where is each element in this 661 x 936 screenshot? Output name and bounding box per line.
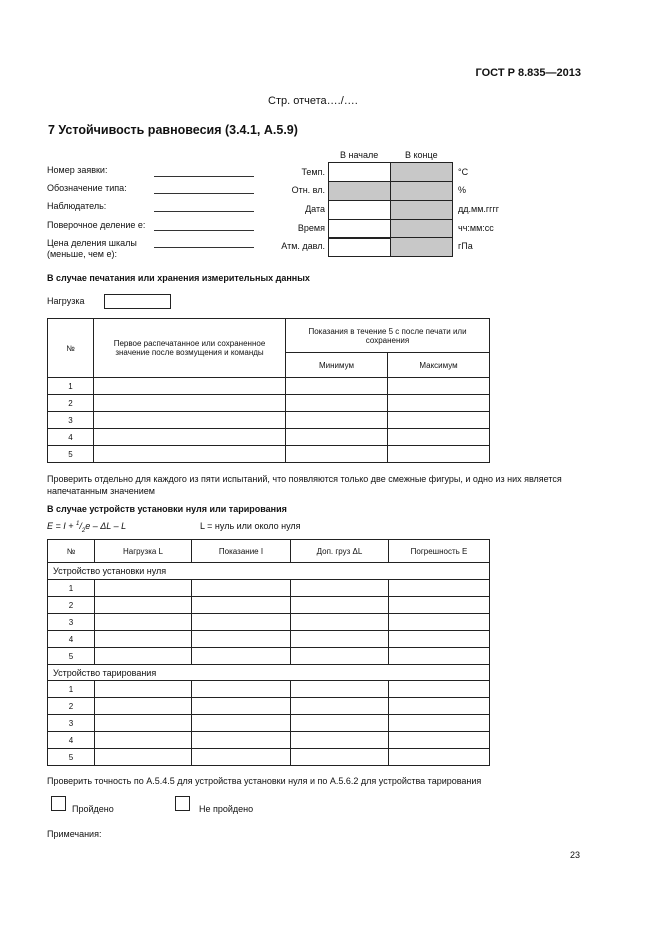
table-row (48, 698, 490, 715)
row-number: 5 (48, 749, 95, 766)
formula-sup: 1 (76, 521, 80, 527)
meas-label-time: Время (297, 223, 325, 233)
printing-col-min: Минимум (286, 353, 388, 378)
meas-unit-date: дд.мм.гггг (458, 204, 500, 214)
table-row (48, 631, 490, 648)
meas-end-date[interactable] (390, 200, 453, 220)
group-tare: Устройство тарирования (48, 665, 490, 681)
table-row (48, 681, 490, 698)
field-label-verification: Поверочное деление е: (47, 220, 146, 230)
table-row (48, 580, 490, 597)
load-input[interactable] (104, 294, 171, 309)
load-label: Нагрузка (47, 296, 85, 306)
col-start-label: В начале (340, 150, 379, 160)
row-number: 4 (48, 631, 95, 648)
meas-unit-time: чч:мм:сс (458, 223, 494, 233)
row-number: 2 (48, 597, 95, 614)
row-number: 1 (48, 681, 95, 698)
row-number: 5 (48, 446, 94, 463)
row-number: 3 (48, 412, 94, 429)
field-label-request: Номер заявки: (47, 165, 108, 175)
meas-label-humidity: Отн. вл. (291, 185, 325, 195)
row-number: 5 (48, 648, 95, 665)
table-row (48, 395, 490, 412)
printing-col-no: № (48, 319, 94, 378)
formula-note: L = нуль или около нуля (200, 521, 301, 531)
formula (47, 521, 126, 534)
row-number: 1 (48, 580, 95, 597)
table-row (48, 446, 490, 463)
row-number: 1 (48, 378, 94, 395)
printing-col-max: Максимум (388, 353, 490, 378)
passed-label: Пройдено (72, 804, 114, 814)
zero-col-error: Погрешность E (389, 540, 490, 563)
standard-code: ГОСТ Р 8.835—2013 (475, 67, 581, 79)
row-number: 3 (48, 614, 95, 631)
meas-unit-pressure: гПа (458, 241, 473, 251)
meas-end-time[interactable] (390, 219, 453, 239)
table-row (48, 749, 490, 766)
failed-label: Не пройдено (199, 804, 254, 814)
row-number: 4 (48, 732, 95, 749)
meas-start-humidity[interactable] (328, 181, 391, 201)
meas-start-temp[interactable] (328, 162, 391, 182)
table-row (48, 429, 490, 446)
table-row (48, 412, 490, 429)
row-number: 4 (48, 429, 94, 446)
printing-col-first: Первое распечатанное или сохраненное значение после возмущения и команды (94, 319, 286, 378)
failed-checkbox[interactable] (175, 796, 190, 811)
field-line-type[interactable] (154, 193, 254, 194)
meas-end-pressure[interactable] (390, 237, 453, 257)
table-row (48, 732, 490, 749)
field-label-observer: Наблюдатель: (47, 201, 107, 211)
zero-col-no: № (48, 540, 95, 563)
table-row (48, 378, 490, 395)
group-zero-setting: Устройство установки нуля (48, 563, 490, 580)
formula-sub: 2 (81, 527, 86, 534)
meas-unit-humidity: % (458, 185, 467, 195)
formula-rhs: e – ΔL – L (85, 521, 127, 531)
table-row (48, 614, 490, 631)
field-line-scale[interactable] (154, 247, 254, 248)
meas-end-humidity[interactable] (390, 181, 453, 201)
page-number: 23 (570, 850, 581, 860)
printing-subhead: В случае печатания или хранения измерительных данных (47, 273, 310, 283)
printing-col-readings: Показания в течение 5 с после печати или сохранения (286, 319, 490, 353)
passed-checkbox[interactable] (51, 796, 66, 811)
meas-label-pressure: Атм. давл. (281, 241, 325, 251)
printing-note: Проверить отдельно для каждого из пяти испытаний, что появляются только две смежные фигуры, и одно из них является напечатанным значением (47, 474, 562, 496)
printing-table (47, 318, 490, 463)
meas-unit-temp: °C (458, 167, 469, 177)
row-number: 2 (48, 698, 95, 715)
field-line-verification[interactable] (154, 230, 254, 231)
notes-label: Примечания: (47, 829, 102, 839)
check-text: Проверить точность по А.5.4.5 для устройства установки нуля и по А.5.6.2 для устройства тарирования (47, 776, 482, 786)
formula-slash: / (79, 521, 82, 531)
table-row (48, 597, 490, 614)
meas-label-temp: Темп. (301, 167, 325, 177)
zero-col-add: Доп. груз ΔL (291, 540, 389, 563)
meas-start-date[interactable] (328, 200, 391, 220)
field-line-observer[interactable] (154, 211, 254, 212)
formula-lhs: E = I + (47, 521, 74, 531)
row-number: 3 (48, 715, 95, 732)
col-end-label: В конце (405, 150, 438, 160)
section-title: 7 Устойчивость равновесия (3.4.1, А.5.9) (48, 123, 298, 137)
field-label-scale: Цена деления шкалы (меньше, чем е): (47, 238, 137, 259)
zero-col-reading: Показание I (192, 540, 291, 563)
field-label-type: Обозначение типа: (47, 183, 127, 193)
zero-table (47, 539, 490, 766)
table-row (48, 648, 490, 665)
meas-label-date: Дата (305, 204, 325, 214)
meas-end-temp[interactable] (390, 162, 453, 182)
row-number: 2 (48, 395, 94, 412)
zero-col-load: Нагрузка L (95, 540, 192, 563)
meas-start-pressure[interactable] (328, 237, 391, 257)
table-row (48, 715, 490, 732)
zero-subhead: В случае устройств установки нуля или тарирования (47, 504, 287, 514)
field-line-request[interactable] (154, 176, 254, 177)
meas-start-time[interactable] (328, 219, 391, 239)
report-page: Стр. отчета…./…. (268, 95, 358, 107)
